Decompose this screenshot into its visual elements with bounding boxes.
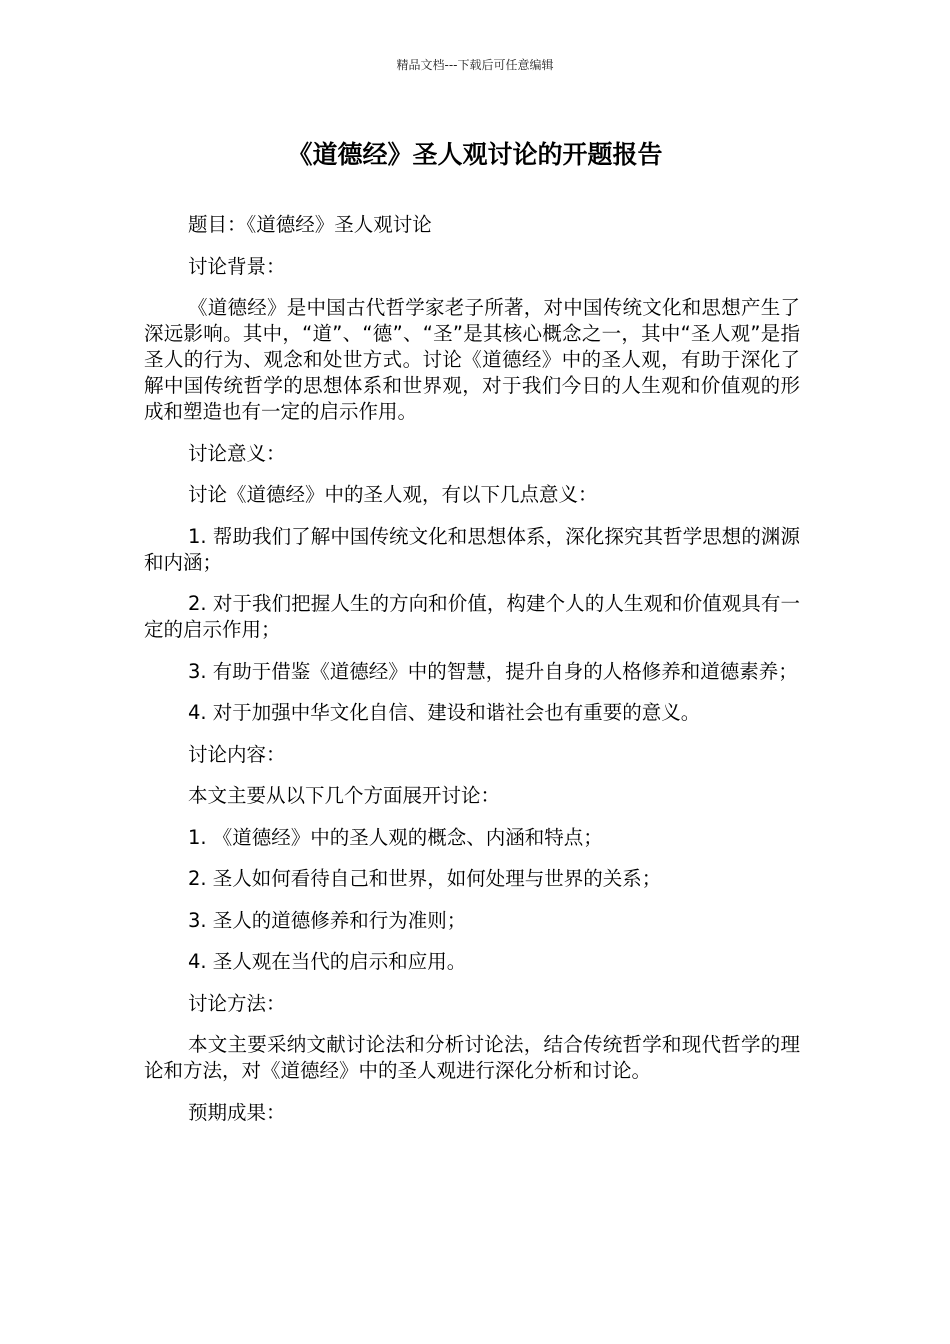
page-header: 精品文档---下载后可任意编辑 (396, 58, 554, 72)
section-heading-expected-results: 预期成果： (188, 1100, 286, 1124)
significance-item-2: 2. 对于我们把握人生的方向和价值，构建个人的人生观和价值观具有一定的启示作用； (144, 592, 800, 641)
document-title: 《道德经》圣人观讨论的开题报告 (287, 140, 663, 169)
content-item-4: 4. 圣人观在当代的启示和应用。 (188, 950, 467, 973)
method-paragraph: 本文主要采纳文献讨论法和分析讨论法，结合传统哲学和现代哲学的理论和方法，对《道德经》中的圣人观进行深化分析和讨论。 (144, 1033, 800, 1082)
background-paragraph: 《道德经》是中国古代哲学家老子所著，对中国传统文化和思想产生了深远影响。其中，“道”、“德”、“圣”是其核心概念之一，其中“圣人观”是指圣人的行为、观念和处世方式。讨论《道德经》中的圣人观，有助于深化了解中国传统哲学的思想体系和世界观，对于我们今日的人生观和价值观的形成和塑造也有一定的启示作用。 (144, 296, 800, 423)
section-heading-method: 讨论方法： (188, 991, 286, 1015)
content-intro: 本文主要从以下几个方面展开讨论： (188, 784, 501, 807)
topic-line: 题目：《道德经》圣人观讨论 (188, 213, 432, 236)
section-heading-background: 讨论背景： (188, 254, 286, 278)
section-heading-content: 讨论内容： (188, 742, 286, 766)
significance-item-4: 4. 对于加强中华文化自信、建设和谐社会也有重要的意义。 (188, 701, 701, 724)
content-item-1: 1. 《道德经》中的圣人观的概念、内涵和特点； (188, 825, 603, 849)
significance-item-1: 1. 帮助我们了解中国传统文化和思想体系，深化探究其哲学思想的渊源和内涵； (144, 524, 800, 574)
content-item-2: 2. 圣人如何看待自己和世界，如何处理与世界的关系； (188, 867, 662, 890)
section-heading-significance: 讨论意义： (188, 441, 286, 465)
content-item-3: 3. 圣人的道德修养和行为准则； (188, 908, 467, 932)
significance-item-3: 3. 有助于借鉴《道德经》中的智慧，提升自身的人格修养和道德素养； (188, 659, 798, 683)
document-body (144, 212, 800, 1141)
significance-intro: 讨论《道德经》中的圣人观，有以下几点意义： (188, 483, 598, 506)
